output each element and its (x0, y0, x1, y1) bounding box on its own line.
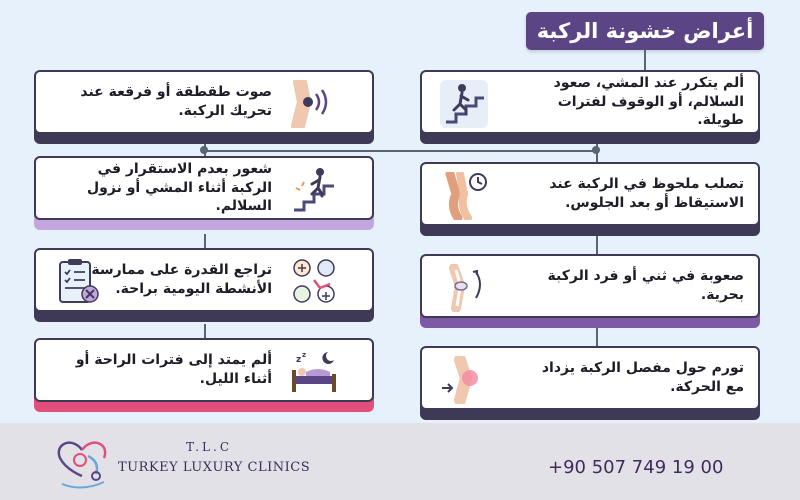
card-text: شعور بعدم الاستقرار في الركبة أثناء المشي أو نزول السلالم. (87, 160, 272, 215)
connector-line (596, 326, 598, 348)
card-text: صوت طقطقة أو فرقعة عند تحريك الركبة. (80, 84, 272, 119)
card-text: تصلب ملحوظ في الركبة عند الاستيقاظ أو بعد الجلوس. (549, 176, 744, 211)
card-text: تراجع القدرة على ممارسة الأنشطة اليومية براحة. (91, 262, 272, 297)
knee-clock-icon (440, 172, 488, 220)
symptom-card (34, 156, 374, 230)
card-text: ألم يمتد إلى فترات الراحة أو أثناء الليل. (75, 352, 272, 387)
person-descending-stairs-icon (290, 166, 338, 214)
knee-sound-icon (290, 80, 338, 128)
card-text: صعوبة في ثني أو فرد الركبة بحرية. (547, 268, 744, 303)
card-body (420, 254, 760, 318)
clinic-logo-icon (52, 432, 112, 492)
brand-full-name: TURKEY LUXURY CLINICS (118, 460, 311, 475)
card-body (34, 248, 374, 312)
brand-short: T.L.C (186, 440, 233, 454)
phone-number[interactable]: +90 507 749 19 00 (548, 457, 724, 478)
connector-line (204, 150, 596, 152)
swollen-knee-icon (440, 356, 488, 404)
card-text: ألم يتكرر عند المشي، صعود السلالم، أو الوقوف لفترات طويلة. (553, 74, 744, 129)
card-body (34, 338, 374, 402)
sleeping-person-icon (290, 348, 338, 396)
symptom-card (420, 70, 760, 144)
card-body (34, 70, 374, 134)
card-body (420, 70, 760, 134)
symptom-card (420, 162, 760, 236)
svg-text:z: z (296, 355, 302, 365)
daily-activities-icon (290, 258, 338, 306)
person-climbing-stairs-icon (440, 80, 488, 128)
symptom-card (34, 248, 374, 322)
connector-line (644, 50, 646, 72)
knee-joint-bending-icon (440, 264, 488, 312)
connector-dot (592, 146, 600, 154)
card-text: تورم حول مفصل الركبة يزداد مع الحركة. (541, 360, 744, 395)
connector-line (596, 234, 598, 256)
card-body (420, 162, 760, 226)
svg-text:z: z (302, 351, 307, 359)
page-title: أعراض خشونة الركبة (526, 12, 764, 50)
symptom-card (34, 70, 374, 144)
card-body (420, 346, 760, 410)
card-body (34, 156, 374, 220)
symptom-card (34, 338, 374, 412)
symptom-card (420, 254, 760, 328)
symptom-card (420, 346, 760, 420)
connector-dot (200, 146, 208, 154)
